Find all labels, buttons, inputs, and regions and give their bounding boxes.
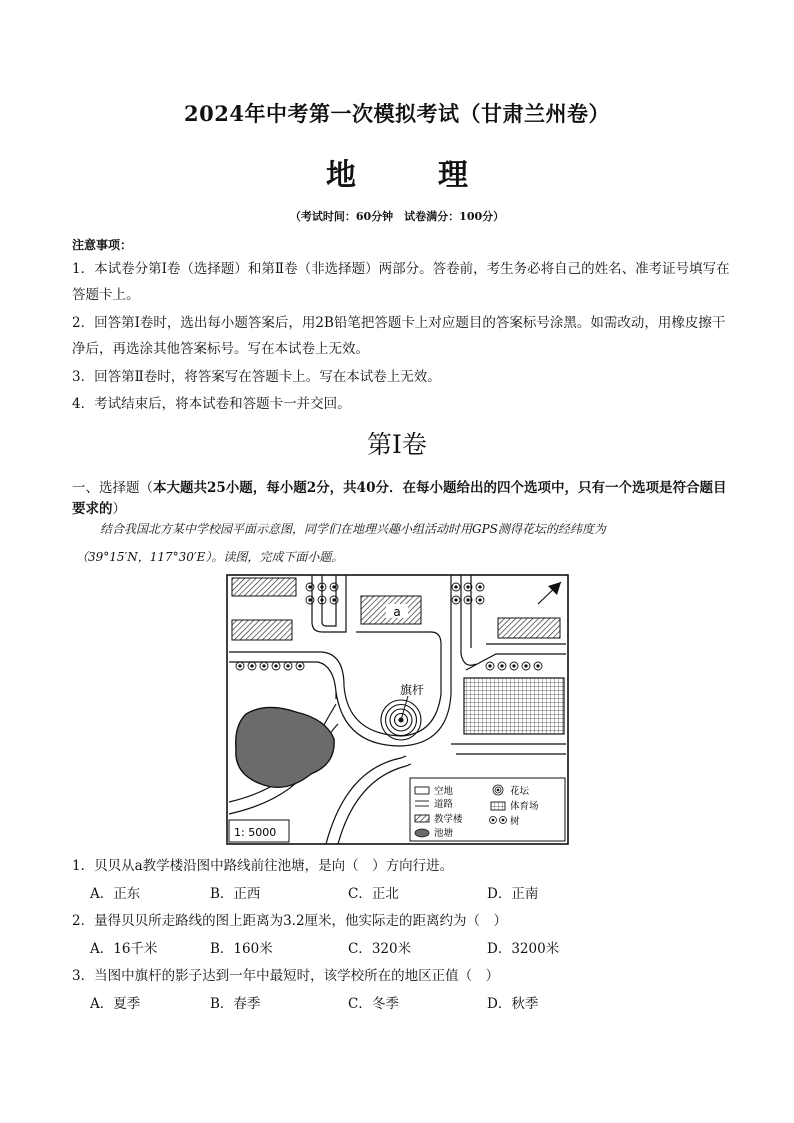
section-heading-prefix: 一、选择题（ — [72, 480, 153, 496]
option: C．正北 — [348, 886, 399, 902]
legend-open-space: 空地 — [434, 786, 454, 797]
question-text: 3．当图中旗杆的影子达到一年中最短时，该学校所在的地区正值（ ） — [72, 968, 500, 984]
flagpole-label: 旗杆 — [399, 683, 425, 697]
section-heading — [72, 478, 732, 520]
section-heading-suffix: ） — [112, 501, 126, 517]
option: B．160米 — [210, 941, 273, 957]
option: B．春季 — [210, 996, 261, 1012]
stadium-icon — [491, 802, 505, 810]
question-text: 1．贝贝从a教学楼沿图中路线前往池塘，是向（ ）方向行进。 — [72, 858, 454, 874]
exam-title: 2024年中考第一次模拟考试（甘肃兰州卷） — [184, 101, 610, 126]
stadium — [464, 678, 564, 734]
option: B．正西 — [210, 886, 261, 902]
legend-flower-bed: 花坛 — [510, 786, 530, 797]
section-heading-bold: 本大题共25小题，每小题2分，共40分．在每小题给出的四个选项中，只有一个选项是符合题目要求的 — [72, 480, 727, 517]
option: A．夏季 — [90, 996, 141, 1012]
legend-tree: 树 — [510, 816, 520, 827]
option: D．秋季 — [487, 996, 539, 1012]
building-a-label: a — [393, 605, 401, 619]
notes-title: 注意事项： — [72, 238, 133, 252]
intro-line-2: （39°15′N，117°30′E）。读图，完成下面小题。 — [76, 550, 344, 564]
teaching-building — [232, 620, 292, 640]
legend-teaching-building: 教学楼 — [434, 814, 463, 825]
open-space-icon — [415, 787, 429, 794]
intro-line-1: 结合我国北方某中学校园平面示意图，同学们在地理兴趣小组活动时用GPS测得花坛的经纬度为 — [100, 522, 606, 536]
legend-stadium: 体育场 — [510, 801, 539, 812]
volume-title: 第Ⅰ卷 — [367, 430, 427, 459]
teaching-building — [498, 618, 560, 638]
question-text: 2．量得贝贝所走路线的图上距离为3.2厘米，他实际走的距离约为（ ） — [72, 913, 508, 929]
pond-icon — [415, 829, 429, 837]
option: A．正东 — [90, 886, 141, 902]
option: A．16千米 — [90, 941, 158, 957]
teaching-building-icon — [415, 815, 429, 822]
note-item: 4．考试结束后，将本试卷和答题卡一并交回。 — [72, 396, 351, 412]
note-item: 1．本试卷分第Ⅰ卷（选择题）和第Ⅱ卷（非选择题）两部分。答卷前，考生务必将自己的姓名、准考证号填写在答题卡上。 — [72, 261, 730, 303]
exam-info: （考试时间：60分钟 试卷满分：100分） — [289, 210, 505, 223]
option: D．正南 — [487, 886, 539, 902]
legend-pond: 池塘 — [434, 828, 454, 839]
map-scale: 1: 5000 — [234, 826, 277, 839]
note-item: 2．回答第Ⅰ卷时，选出每小题答案后，用2B铅笔把答题卡上对应题目的答案标号涂黑。如需改动，用橡皮擦干净后，再选涂其他答案标号。写在本试卷上无效。 — [72, 315, 726, 357]
option: C．冬季 — [348, 996, 399, 1012]
subject-title: 地 理 — [326, 158, 494, 193]
campus-map — [226, 574, 569, 845]
note-item: 3．回答第Ⅱ卷时，将答案写在答题卡上。写在本试卷上无效。 — [72, 369, 441, 385]
option: D．3200米 — [487, 941, 560, 957]
option: C．320米 — [348, 941, 412, 957]
legend-road: 道路 — [434, 799, 454, 810]
teaching-building — [232, 578, 296, 596]
